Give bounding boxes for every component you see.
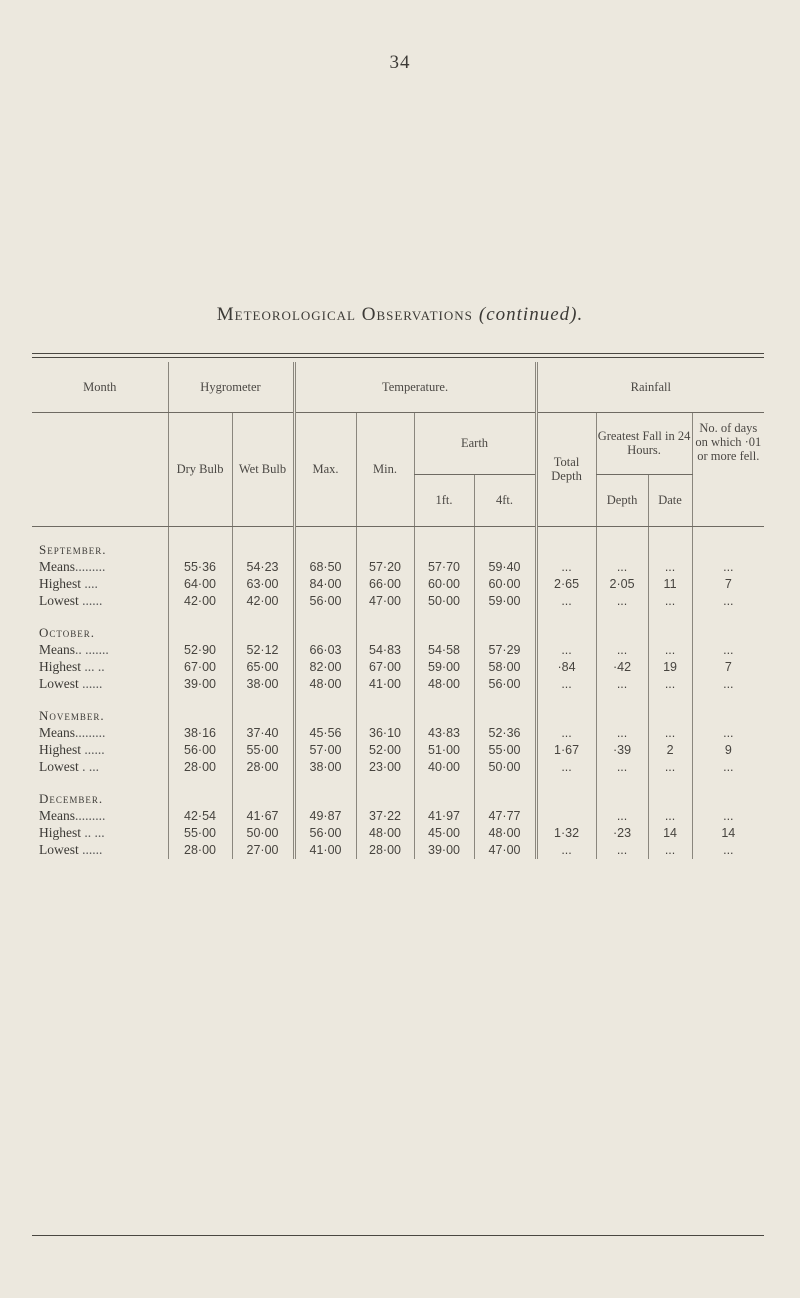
header-min: Min.	[356, 412, 414, 526]
cell-total-depth: 1·67	[536, 742, 596, 759]
cell-earth-4ft: 47·00	[474, 842, 536, 859]
cell-wet: 37·40	[232, 725, 294, 742]
header-dry-bulb: Dry Bulb	[168, 412, 232, 526]
cell-earth-4ft: 57·29	[474, 642, 536, 659]
cell-greatest-depth: ·39	[596, 742, 648, 759]
cell-no-days: ...	[692, 593, 764, 610]
cell-min: 67·00	[356, 659, 414, 676]
table-row	[32, 825, 764, 842]
row-label: Lowest	[39, 759, 79, 774]
table-row	[32, 725, 764, 742]
title-suffix: (continued).	[478, 304, 584, 325]
row-label: Means	[39, 725, 75, 740]
cell-greatest-depth: ·42	[596, 659, 648, 676]
cell-earth-1ft: 40·00	[414, 759, 474, 776]
cell-min: 37·22	[356, 808, 414, 825]
meteorological-table	[32, 362, 764, 859]
cell-earth-4ft: 56·00	[474, 676, 536, 693]
cell-total-depth: ...	[536, 759, 596, 776]
cell-greatest-depth: ...	[596, 676, 648, 693]
row-label: Highest	[39, 742, 81, 757]
row-label: Means	[39, 559, 75, 574]
header-temperature: Temperature.	[294, 362, 536, 412]
row-label: Highest	[39, 576, 81, 591]
cell-no-days: 7	[692, 576, 764, 593]
cell-earth-4ft: 50·00	[474, 759, 536, 776]
row-label: Means	[39, 642, 75, 657]
cell-greatest-depth: ...	[596, 593, 648, 610]
row-leader: .. .......	[75, 642, 109, 657]
cell-total-depth: ...	[536, 593, 596, 610]
row-leader: .........	[75, 725, 106, 740]
cell-max: 56·00	[294, 593, 356, 610]
table-row	[32, 559, 764, 576]
cell-max: 82·00	[294, 659, 356, 676]
cell-max: 84·00	[294, 576, 356, 593]
cell-no-days: ...	[692, 676, 764, 693]
cell-min: 57·20	[356, 559, 414, 576]
row-label: Lowest	[39, 676, 79, 691]
row-label: Highest	[39, 659, 81, 674]
header-wet-bulb: Wet Bulb	[232, 412, 294, 526]
row-leader: ......	[78, 842, 103, 857]
header-earth-4ft: 4ft.	[474, 474, 536, 526]
cell-wet: 42·00	[232, 593, 294, 610]
cell-max: 68·50	[294, 559, 356, 576]
cell-min: 28·00	[356, 842, 414, 859]
cell-wet: 28·00	[232, 759, 294, 776]
cell-earth-1ft: 51·00	[414, 742, 474, 759]
table-top-rule	[32, 353, 764, 358]
row-leader: ....	[81, 576, 98, 591]
cell-max: 49·87	[294, 808, 356, 825]
cell-greatest-date: 14	[648, 825, 692, 842]
cell-min: 48·00	[356, 825, 414, 842]
cell-dry: 64·00	[168, 576, 232, 593]
cell-earth-1ft: 59·00	[414, 659, 474, 676]
cell-max: 41·00	[294, 842, 356, 859]
cell-earth-4ft: 52·36	[474, 725, 536, 742]
cell-wet: 50·00	[232, 825, 294, 842]
cell-greatest-depth: ·23	[596, 825, 648, 842]
cell-greatest-depth: ...	[596, 725, 648, 742]
table-row	[32, 742, 764, 759]
header-max: Max.	[294, 412, 356, 526]
row-label: Means	[39, 808, 75, 823]
cell-total-depth	[536, 808, 596, 825]
cell-wet: 38·00	[232, 676, 294, 693]
header-hygrometer: Hygrometer	[168, 362, 294, 412]
month-label: December.	[39, 790, 104, 806]
cell-max: 57·00	[294, 742, 356, 759]
cell-greatest-date: ...	[648, 842, 692, 859]
cell-max: 66·03	[294, 642, 356, 659]
row-leader: ......	[78, 676, 103, 691]
cell-greatest-date: ...	[648, 642, 692, 659]
cell-max: 38·00	[294, 759, 356, 776]
cell-min: 47·00	[356, 593, 414, 610]
cell-greatest-date: 19	[648, 659, 692, 676]
cell-dry: 56·00	[168, 742, 232, 759]
cell-dry: 28·00	[168, 842, 232, 859]
cell-earth-4ft: 55·00	[474, 742, 536, 759]
cell-earth-1ft: 43·83	[414, 725, 474, 742]
row-leader: . ...	[78, 759, 99, 774]
cell-total-depth: ...	[536, 642, 596, 659]
table-row	[32, 659, 764, 676]
cell-dry: 55·00	[168, 825, 232, 842]
cell-dry: 42·00	[168, 593, 232, 610]
cell-earth-1ft: 48·00	[414, 676, 474, 693]
cell-greatest-depth: ...	[596, 759, 648, 776]
cell-total-depth: ...	[536, 676, 596, 693]
cell-greatest-date: ...	[648, 676, 692, 693]
cell-min: 36·10	[356, 725, 414, 742]
cell-greatest-date: ...	[648, 593, 692, 610]
header-rainfall: Rainfall	[536, 362, 764, 412]
cell-no-days: ...	[692, 725, 764, 742]
table-row	[32, 576, 764, 593]
header-no-days: No. of days on which ·01 or more fell.	[692, 412, 764, 526]
month-label: October.	[39, 624, 95, 640]
cell-earth-4ft: 59·00	[474, 593, 536, 610]
cell-wet: 41·67	[232, 808, 294, 825]
cell-max: 48·00	[294, 676, 356, 693]
cell-total-depth: ·84	[536, 659, 596, 676]
cell-dry: 39·00	[168, 676, 232, 693]
cell-greatest-depth: 2·05	[596, 576, 648, 593]
cell-earth-1ft: 39·00	[414, 842, 474, 859]
cell-total-depth: 1·32	[536, 825, 596, 842]
header-earth-1ft: 1ft.	[414, 474, 474, 526]
table-row	[32, 842, 764, 859]
cell-min: 23·00	[356, 759, 414, 776]
cell-total-depth: 2·65	[536, 576, 596, 593]
page-number: 34	[389, 52, 411, 73]
header-total-depth: Total Depth	[536, 412, 596, 526]
cell-wet: 63·00	[232, 576, 294, 593]
header-greatest-fall: Greatest Fall in 24 Hours.	[596, 412, 692, 474]
header-depth: Depth	[596, 474, 648, 526]
month-label: November.	[39, 707, 105, 723]
cell-earth-4ft: 47·77	[474, 808, 536, 825]
cell-earth-1ft: 45·00	[414, 825, 474, 842]
cell-greatest-depth: ...	[596, 842, 648, 859]
cell-greatest-depth: ...	[596, 808, 648, 825]
cell-min: 41·00	[356, 676, 414, 693]
cell-no-days: 7	[692, 659, 764, 676]
month-label: September.	[39, 541, 107, 557]
row-label: Lowest	[39, 842, 79, 857]
header-month: Month	[32, 362, 168, 412]
cell-no-days: ...	[692, 842, 764, 859]
table-bottom-rule	[32, 1235, 764, 1236]
row-leader: .. ...	[81, 825, 105, 840]
cell-earth-1ft: 50·00	[414, 593, 474, 610]
cell-wet: 52·12	[232, 642, 294, 659]
cell-earth-1ft: 60·00	[414, 576, 474, 593]
table-row	[32, 759, 764, 776]
cell-no-days: ...	[692, 759, 764, 776]
cell-max: 56·00	[294, 825, 356, 842]
cell-greatest-date: ...	[648, 808, 692, 825]
cell-earth-4ft: 58·00	[474, 659, 536, 676]
cell-total-depth: ...	[536, 725, 596, 742]
header-earth: Earth	[414, 412, 536, 474]
row-label: Lowest	[39, 593, 79, 608]
cell-earth-4ft: 59·40	[474, 559, 536, 576]
row-leader: .........	[75, 559, 106, 574]
cell-dry: 38·16	[168, 725, 232, 742]
cell-wet: 55·00	[232, 742, 294, 759]
cell-earth-1ft: 54·58	[414, 642, 474, 659]
cell-dry: 67·00	[168, 659, 232, 676]
cell-no-days: 9	[692, 742, 764, 759]
cell-no-days: ...	[692, 642, 764, 659]
row-leader: ... ..	[81, 659, 105, 674]
table-row	[32, 676, 764, 693]
cell-dry: 55·36	[168, 559, 232, 576]
table-row	[32, 642, 764, 659]
cell-no-days: ...	[692, 808, 764, 825]
table-row	[32, 808, 764, 825]
header-date: Date	[648, 474, 692, 526]
cell-greatest-date: 2	[648, 742, 692, 759]
cell-earth-4ft: 48·00	[474, 825, 536, 842]
cell-wet: 54·23	[232, 559, 294, 576]
cell-wet: 27·00	[232, 842, 294, 859]
cell-greatest-date: ...	[648, 759, 692, 776]
table-row	[32, 593, 764, 610]
cell-total-depth: ...	[536, 842, 596, 859]
page-title	[0, 304, 800, 326]
cell-earth-4ft: 60·00	[474, 576, 536, 593]
row-label: Highest	[39, 825, 81, 840]
row-leader: .........	[75, 808, 106, 823]
cell-earth-1ft: 57·70	[414, 559, 474, 576]
cell-no-days: ...	[692, 559, 764, 576]
title-main: Meteorological Observations	[216, 304, 473, 325]
cell-greatest-date: 11	[648, 576, 692, 593]
cell-greatest-depth: ...	[596, 559, 648, 576]
cell-dry: 42·54	[168, 808, 232, 825]
cell-min: 66·00	[356, 576, 414, 593]
cell-earth-1ft: 41·97	[414, 808, 474, 825]
cell-greatest-depth: ...	[596, 642, 648, 659]
cell-wet: 65·00	[232, 659, 294, 676]
cell-max: 45·56	[294, 725, 356, 742]
cell-dry: 28·00	[168, 759, 232, 776]
cell-dry: 52·90	[168, 642, 232, 659]
cell-no-days: 14	[692, 825, 764, 842]
cell-total-depth: ...	[536, 559, 596, 576]
row-leader: ......	[78, 593, 103, 608]
cell-greatest-date: ...	[648, 725, 692, 742]
cell-min: 52·00	[356, 742, 414, 759]
row-leader: ......	[81, 742, 105, 757]
cell-min: 54·83	[356, 642, 414, 659]
cell-greatest-date: ...	[648, 559, 692, 576]
